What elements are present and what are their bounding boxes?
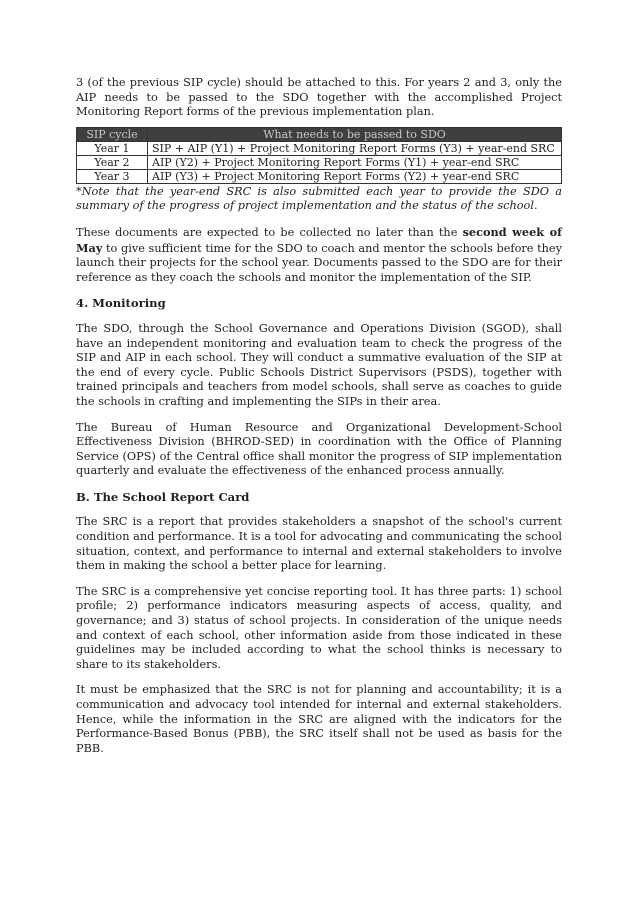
document-body [76,76,562,756]
table-note: *Note that the year-end SRC is also submitted each year to provide the SDO a summary of the progress of project implementation and the status of the school. [76,184,562,213]
table-row [77,155,562,169]
src-paragraph-1: The SRC is a report that provides stakeholders a snapshot of the school's current condition and performance. It is a tool for advocating and communicating the school situation, context, and performance to internal and external stakeholders to involve them in making the school a better place for learning. [76,515,562,573]
monitoring-paragraph-1: The SDO, through the School Governance and Operations Division (SGOD), shall have an independent monitoring and evaluation team to check the progress of the SIP and AIP in each school. They will conduct a summative evaluation of the SIP at the end of every cycle. Public Schools District Supervisors (PSDS), together with trained principals and teachers from model schools, shall serve as coaches to guide the schools in crafting and implementing the SIPs in their area. [76,321,562,408]
collection-text-end: to give sufficient time for the SDO to coach and mentor the schools before they launch their projects for the school year. Documents passed to the SDO are for their reference as they coach the schools and monitor the implementation of the SIP. [76,241,562,284]
table-cell-year: Year 1 [77,141,148,155]
table-cell-requirements: SIP + AIP (Y1) + Project Monitoring Report Forms (Y3) + year-end SRC [148,141,562,155]
src-paragraph-3: It must be emphasized that the SRC is not for planning and accountability; it is a communication and advocacy tool intended for internal and external stakeholders. Hence, while the information in the SRC are aligned with the indicators for the Performance-Based Bonus (PBB), the SRC itself shall not be used as basis for the PBB. [76,683,562,755]
src-paragraph-2: The SRC is a comprehensive yet concise reporting tool. It has three parts: 1) school profile; 2) performance indicators measuring aspects of access, quality, and governance; and 3) status of school projects. In consideration of the unique needs and context of each school, other information aside from those indicated in these guidelines may be included according to what the school thinks is necessary to share to its stakeholders. [76,584,562,671]
table-cell-requirements: AIP (Y3) + Project Monitoring Report Forms (Y2) + year-end SRC [148,169,562,183]
table-cell-year: Year 3 [77,169,148,183]
collection-paragraph [76,225,562,285]
table-cell-year: Year 2 [77,155,148,169]
intro-paragraph: 3 (of the previous SIP cycle) should be attached to this. For years 2 and 3, only the AIP needs to be passed to the SDO together with the accomplished Project Monitoring Report forms of the previous implementation plan. [76,76,562,119]
sip-requirements-table [76,127,562,184]
table-row [77,169,562,183]
collection-deadline: second week of May [76,224,562,255]
src-heading: B. The School Report Card [76,489,250,504]
collection-text-start: These documents are expected to be collected no later than the [76,225,463,239]
table-cell-requirements: AIP (Y2) + Project Monitoring Report Forms (Y1) + year-end SRC [148,155,562,169]
table-header-requirements: What needs to be passed to SDO [148,127,562,141]
table-header-cycle: SIP cycle [77,127,148,141]
monitoring-heading: 4. Monitoring [76,296,166,311]
monitoring-paragraph-2: The Bureau of Human Resource and Organizational Development-School Effectiveness Division (BHROD-SED) in coordination with the Office of Planning Service (OPS) of the Central office shall monitor the progress of SIP implementation quarterly and evaluate the effectiveness of the enhanced process annually. [76,420,562,478]
table-row [77,141,562,155]
table-header-row [77,127,562,141]
